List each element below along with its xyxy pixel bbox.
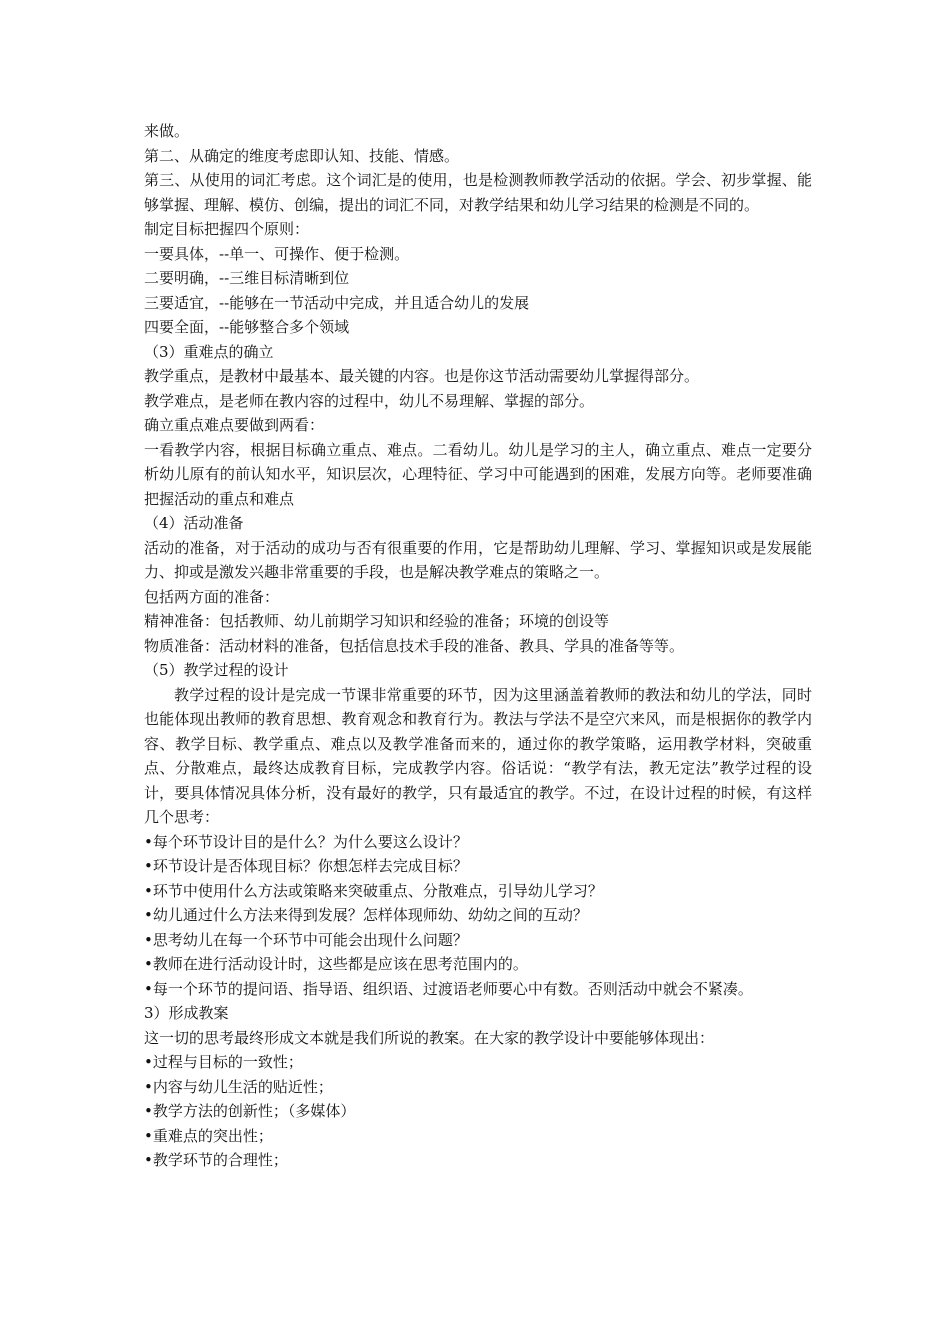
section-heading: （4）活动准备 [144,514,244,532]
bullet-item: •教学方法的创新性；（多媒体） [144,1102,356,1120]
text-line: 三要适宜，--能够在一节活动中完成，并且适合幼儿的发展 [144,293,530,312]
text-line: 这一切的思考最终形成文本就是我们所说的教案。在大家的教学设计中要能够体现出： [144,1028,715,1047]
text-line: 一要具体，--单一、可操作、便于检测。 [144,244,410,263]
text-line: 教学难点，是老师在教内容的过程中，幼儿不易理解、掌握的部分。 [144,391,595,410]
bullet-item: •重难点的突出性； [144,1126,273,1145]
bullet-item: •教师在进行活动设计时，这些都是应该在思考范围内的。 [144,955,528,973]
text-line: 物质准备：活动材料的准备，包括信息技术手段的准备、教具、学具的准备等等。 [144,636,685,655]
text-line: 制定目标把握四个原则： [144,220,310,238]
text-line: 来做。 [144,122,190,140]
section-heading: （5）教学过程的设计 [144,661,289,679]
bullet-item: •每一个环节的提问语、指导语、组织语、过渡语老师要心中有数。否则活动中就会不紧凑。 [144,979,753,998]
bullet-item: •环节设计是否体现目标？你想怎样去完成目标？ [144,857,468,875]
bullet-item: •幼儿通过什么方法来得到发展？怎样体现师幼、幼幼之间的互动？ [144,906,588,924]
paragraph: 一看教学内容，根据目标确立重点、难点。二看幼儿。幼儿是学习的主人，确立重点、难点一定要分析幼儿原有的前认知水平，知识层次，心理特征、学习中可能遇到的困难，发展方向等。老师要准确把握活动的重点和难点 [144,440,812,508]
text-line: 四要全面，--能够整合多个领域 [144,318,350,336]
text-line: 二要明确，--三维目标清晰到位 [144,269,350,287]
paragraph: 活动的准备，对于活动的成功与否有很重要的作用，它是帮助幼儿理解、学习、掌握知识或是发展能力、抑或是激发兴趣非常重要的手段，也是解决教学难点的策略之一。 [144,538,812,581]
bullet-item: •每个环节设计目的是什么？为什么要这么设计？ [144,832,468,851]
document-page [144,119,812,1173]
text-line: 包括两方面的准备： [144,587,280,606]
bullet-item: •教学环节的合理性； [144,1151,288,1169]
section-heading: 3）形成教案 [144,1004,229,1022]
text-line: 精神准备：包括教师、幼儿前期学习知识和经验的准备；环境的创设等 [144,612,610,630]
bullet-item: •环节中使用什么方法或策略来突破重点、分散难点，引导幼儿学习？ [144,881,603,900]
section-heading: （3）重难点的确立 [144,342,274,361]
paragraph: 教学过程的设计是完成一节课非常重要的环节，因为这里涵盖着教师的教法和幼儿的学法，同时也能体现出教师的教育思想、教育观念和教育行为。教法与学法不是空穴来风，而是根据你的教学内容、教学目标、教学重点、难点以及教学准备而来的，通过你的教学策略，运用教学材料，突破重点、分散难点，最终达成教育目标，完成教学内容。俗话说：“教学有法，教无定法”教学过程的设计，要具体情况具体分析，没有最好的教学，只有最适宜的教学。不过，在设计过程的时候，有这样几个思考： [144,685,812,826]
paragraph: 第三、从使用的词汇考虑。这个词汇是的使用，也是检测教师教学活动的依据。学会、初步掌握、能够掌握、理解、模仿、创编，提出的词汇不同，对教学结果和幼儿学习结果的检测是不同的。 [144,171,812,214]
bullet-item: •思考幼儿在每一个环节中可能会出现什么问题？ [144,930,468,949]
text-line: 第二、从确定的维度考虑即认知、技能、情感。 [144,146,460,165]
text-line: 确立重点难点要做到两看： [144,416,325,434]
bullet-item: •过程与目标的一致性； [144,1053,303,1071]
bullet-item: •内容与幼儿生活的贴近性； [144,1077,333,1096]
text-line: 教学重点，是教材中最基本、最关键的内容。也是你这节活动需要幼儿掌握得部分。 [144,367,700,385]
